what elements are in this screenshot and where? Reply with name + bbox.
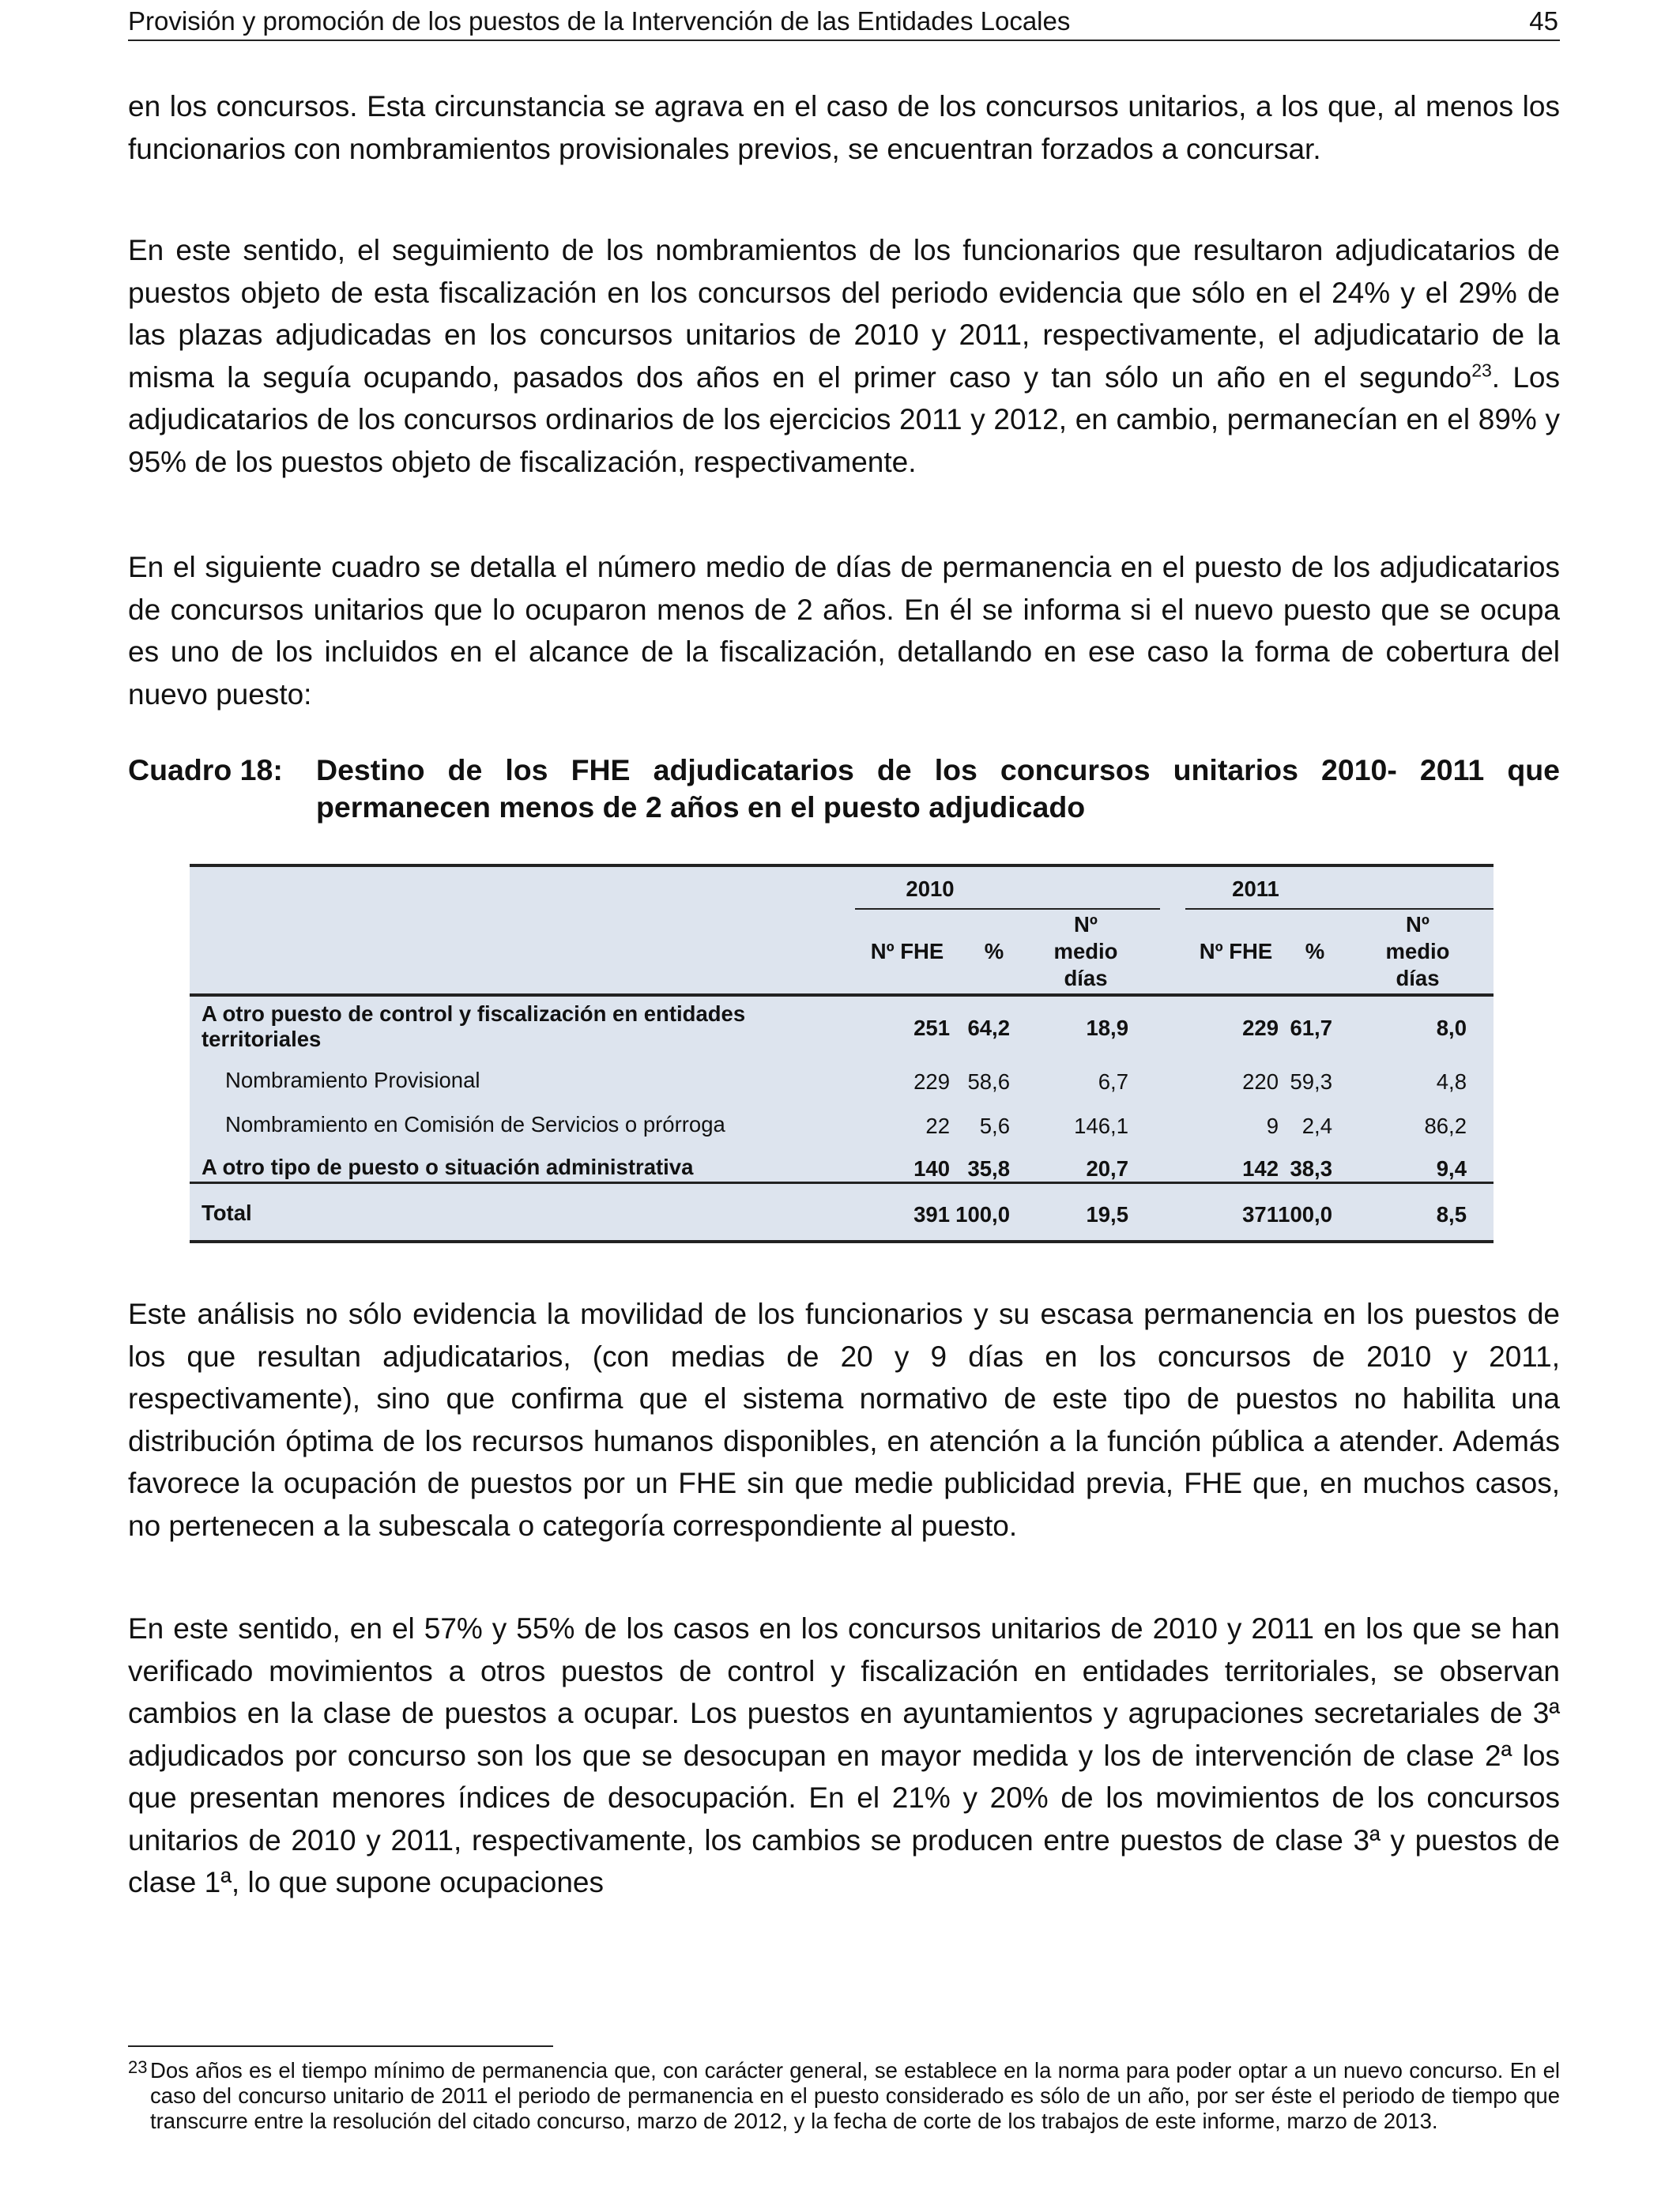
footnote-reference[interactable]: 23 xyxy=(1471,360,1492,381)
row-label: Nombramiento en Comisión de Servicios o prórroga xyxy=(225,1112,725,1137)
cell-nfhe-2011: 220 xyxy=(1242,1069,1279,1094)
col-header-pct-2010: % xyxy=(984,939,1004,963)
table-row xyxy=(190,997,1494,1060)
year-rule-2011 xyxy=(1185,908,1494,910)
table-bottom-rule xyxy=(190,1240,1494,1243)
running-header xyxy=(128,3,1560,41)
paragraph-3: En el siguiente cuadro se detalla el número medio de días de permanencia en el puesto de los adjudicatarios de concursos unitarios que lo ocuparon menos de 2 años. En él se informa si el nuevo puesto que se ocupa es uno de los incluidos en el alcance de la fiscalización, detallando en ese caso la forma de cobertura del nuevo puesto: xyxy=(128,551,1560,711)
col-header-medio-2011-l3: días xyxy=(1396,966,1440,990)
cell-medio-2010: 18,9 xyxy=(1086,1016,1128,1040)
cell-pct-2010: 64,2 xyxy=(967,1016,1010,1040)
cell-nfhe-2010: 251 xyxy=(913,1016,950,1040)
row-label: A otro puesto de control y fiscalización en entidades territoriales xyxy=(202,1001,746,1051)
year-header-2010: 2010 xyxy=(906,876,955,901)
col-header-medio-2011-l2: medio xyxy=(1385,939,1450,963)
cell-pct-2010: 58,6 xyxy=(967,1069,1010,1094)
cell-pct-2010: 5,6 xyxy=(979,1114,1010,1138)
header-title: Provisión y promoción de los puestos de la Intervención de las Entidades Locales xyxy=(128,6,1071,36)
caption-text: Destino de los FHE adjudicatarios de los concursos unitarios 2010- 2011 que permanecen menos de 2 años en el puesto adjudicado xyxy=(316,753,1560,824)
cell-nfhe-2011: 9 xyxy=(1266,1114,1279,1138)
col-header-medio-2010-l1: Nº xyxy=(1074,912,1098,937)
cell-nfhe-2010: 229 xyxy=(913,1069,950,1094)
paragraph-2-text: En este sentido, el seguimiento de los nombramientos de los funcionarios que resultaron adjudicatarios de puestos objeto de esta fiscalización en los concursos del periodo evidencia que sólo en el 24% y el 29% de las plazas adjudicadas en los concursos unitarios de 2010 y 2011, respectivamente, el adjudicatario de la misma la seguía ocupando, pasados dos años en el primer caso y tan sólo un año en el segundo xyxy=(128,234,1560,394)
paragraph-5: En este sentido, en el 57% y 55% de los casos en los concursos unitarios de 2010 y 2011 en los que se han verificado movimientos a otros puestos de control y fiscalización en entidades territoriales, se observan cambios en la clase de puestos a ocupar. Los puestos en ayuntamientos y agrupaciones secretariales de 3ª adjudicados por concurso son los que se desocupan en mayor medida y los de intervención de clase 2ª los que presentan menores índices de desocupación. En el 21% y 20% de los movimientos de los concursos unitarios de 2010 y 2011, respectivamente, los cambios se producen entre puestos de clase 3ª y puestos de clase 1ª, lo que supone ocupaciones xyxy=(128,1612,1560,1898)
paragraph-2-continuation: . Los adjudicatarios de los concursos ordinarios de los ejercicios 2011 y 2012, en cambio, permanecían en el 89% y 95% de los puestos objeto de fiscalización, respectivamente. xyxy=(128,360,1561,478)
cell-medio-2010: 146,1 xyxy=(1074,1114,1128,1138)
col-header-medio-2010 xyxy=(1038,911,1133,992)
page-number: 45 xyxy=(1529,6,1558,36)
cell-nfhe-2010: 22 xyxy=(925,1114,950,1138)
cell-pct-2011: 2,4 xyxy=(1301,1114,1332,1138)
data-table xyxy=(190,864,1494,1243)
total-nfhe-2011: 371 xyxy=(1242,1202,1279,1227)
col-header-pct-2011: % xyxy=(1305,939,1325,963)
row-label: Nombramiento Provisional xyxy=(225,1068,480,1092)
table-total-rule xyxy=(190,1182,1494,1184)
cell-pct-2011: 59,3 xyxy=(1290,1069,1332,1094)
total-medio-2010: 19,5 xyxy=(1086,1202,1128,1227)
caption-label: Cuadro 18: xyxy=(128,753,283,786)
total-pct-2010: 100,0 xyxy=(955,1202,1010,1227)
cell-nfhe-2011: 142 xyxy=(1242,1156,1279,1181)
footnote-text: Dos años es el tiempo mínimo de permanencia que, con carácter general, se establece en la norma para poder optar a un nuevo concurso. En el caso del concurso unitario de 2011 el periodo de permanencia en el puesto considerado es sólo de un año, por ser éste el periodo de tiempo que transcurre entre la resolución del citado concurso, marzo de 2012, y la fecha de corte de los trabajos de este informe, marzo de 2013. xyxy=(150,2058,1560,2133)
cell-medio-2010: 20,7 xyxy=(1086,1156,1128,1181)
col-header-medio-2011-l1: Nº xyxy=(1406,912,1430,937)
total-nfhe-2010: 391 xyxy=(913,1202,950,1227)
footnote-separator xyxy=(128,2045,553,2047)
row-label: A otro tipo de puesto o situación administrativa xyxy=(202,1155,694,1179)
col-header-medio-2010-l2: medio xyxy=(1053,939,1118,963)
col-header-medio-2011 xyxy=(1370,911,1465,992)
total-medio-2011: 8,5 xyxy=(1436,1202,1467,1227)
paragraph-1: en los concursos. Esta circunstancia se agrava en el caso de los concursos unitarios, a los que, al menos los funcionarios con nombramientos provisionales previos, se encuentran forzados a concursar. xyxy=(128,90,1560,165)
year-rule-2010 xyxy=(855,908,1160,910)
cell-medio-2011: 4,8 xyxy=(1436,1069,1467,1094)
table-total-row xyxy=(190,1186,1494,1240)
year-header-2011: 2011 xyxy=(1232,876,1279,901)
col-header-nfhe-2011: Nº FHE xyxy=(1199,939,1273,963)
total-label: Total xyxy=(202,1201,252,1225)
cell-medio-2011: 86,2 xyxy=(1424,1114,1467,1138)
table-row xyxy=(190,1104,1494,1148)
table-row xyxy=(190,1060,1494,1104)
cell-pct-2010: 35,8 xyxy=(967,1156,1010,1181)
cell-pct-2011: 38,3 xyxy=(1290,1156,1332,1181)
cell-medio-2010: 6,7 xyxy=(1098,1069,1128,1094)
col-header-nfhe-2010: Nº FHE xyxy=(870,939,944,963)
paragraph-4: Este análisis no sólo evidencia la movilidad de los funcionarios y su escasa permanencia en los puestos de los que resultan adjudicatarios, (con medias de 20 y 9 días en los concursos de 2010 y 2011, respectivamente), sino que confirma que el sistema normativo de este tipo de puestos no habilita una distribución óptima de los recursos humanos disponibles, en atención a la función pública a atender. Además favorece la ocupación de puestos por un FHE sin que medie publicidad previa, FHE que, en muchos casos, no pertenecen a la subescala o categoría correspondiente al puesto. xyxy=(128,1298,1560,1542)
cell-nfhe-2011: 229 xyxy=(1242,1016,1279,1040)
total-pct-2011: 100,0 xyxy=(1278,1202,1332,1227)
cell-nfhe-2010: 140 xyxy=(913,1156,950,1181)
cell-medio-2011: 9,4 xyxy=(1436,1156,1467,1181)
paragraph-2 xyxy=(128,229,1560,483)
footnote-marker: 23 xyxy=(128,2057,148,2077)
cell-medio-2011: 8,0 xyxy=(1436,1016,1467,1040)
col-header-medio-2010-l3: días xyxy=(1064,966,1108,990)
cell-pct-2011: 61,7 xyxy=(1290,1016,1332,1040)
table-top-rule xyxy=(190,864,1494,867)
